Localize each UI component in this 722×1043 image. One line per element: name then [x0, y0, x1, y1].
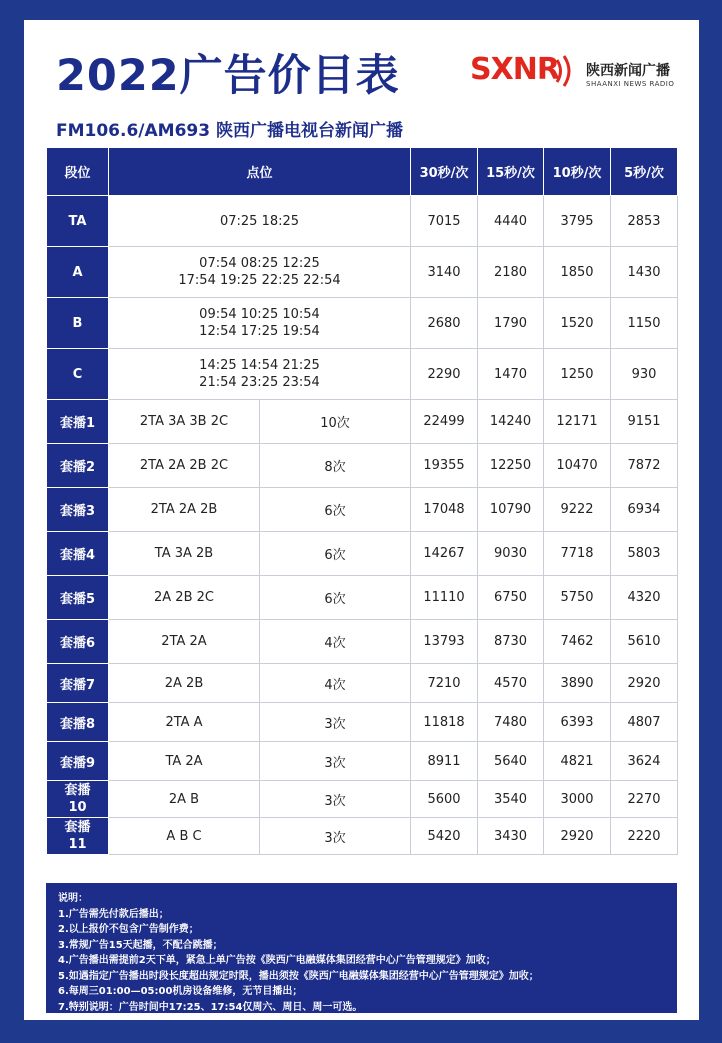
price-15s: 3540 — [478, 781, 544, 818]
price-10s: 12171 — [544, 400, 611, 444]
price-30s: 22499 — [411, 400, 478, 444]
note-item: 5.如遇指定广告播出时段长度超出规定时限，播出须按《陕西广电融媒体集团经营中心广告管理规定》加收； — [58, 970, 539, 982]
combo-cell: 2A 2B — [109, 664, 260, 703]
price-5s: 7872 — [611, 444, 678, 488]
count-cell: 4次 — [260, 620, 411, 664]
price-5s: 6934 — [611, 488, 678, 532]
price-30s: 5420 — [411, 818, 478, 855]
count-cell: 3次 — [260, 703, 411, 742]
combo-cell: 2TA 2A — [109, 620, 260, 664]
segment-line: 10 — [68, 800, 87, 815]
table-row — [47, 349, 678, 400]
slot-cell — [109, 196, 411, 247]
price-10s: 4821 — [544, 742, 611, 781]
price-30s: 11110 — [411, 576, 478, 620]
price-10s: 1850 — [544, 247, 611, 298]
combo-cell: 2TA 2A 2B — [109, 488, 260, 532]
combo-cell: 2TA 2A 2B 2C — [109, 444, 260, 488]
slot-line: 12:54 17:25 19:54 — [199, 324, 320, 339]
price-5s: 4320 — [611, 576, 678, 620]
price-30s: 17048 — [411, 488, 478, 532]
count-cell: 10次 — [260, 400, 411, 444]
price-table — [46, 147, 678, 855]
table-row — [47, 196, 678, 247]
price-10s: 6393 — [544, 703, 611, 742]
segment-cell: 套播6 — [47, 620, 109, 664]
price-15s: 4570 — [478, 664, 544, 703]
price-5s: 1430 — [611, 247, 678, 298]
price-15s: 10790 — [478, 488, 544, 532]
table-row — [47, 488, 678, 532]
price-10s: 7718 — [544, 532, 611, 576]
price-10s: 7462 — [544, 620, 611, 664]
segment-cell: 套播5 — [47, 576, 109, 620]
price-10s: 2920 — [544, 818, 611, 855]
note-item: 2.以上报价不包含广告制作费； — [58, 924, 199, 935]
segment-cell: B — [47, 298, 109, 349]
price-10s: 3000 — [544, 781, 611, 818]
segment-line: 套播 — [64, 783, 91, 798]
combo-cell: A B C — [109, 818, 260, 855]
price-30s: 13793 — [411, 620, 478, 664]
page-title: 2022广告价目表 — [56, 51, 400, 101]
price-30s: 2290 — [411, 349, 478, 400]
radio-waves-icon — [554, 54, 576, 88]
combo-cell: TA 2A — [109, 742, 260, 781]
table-row — [47, 576, 678, 620]
table-row — [47, 742, 678, 781]
price-5s: 2220 — [611, 818, 678, 855]
header-segment: 段位 — [47, 148, 109, 196]
price-30s: 19355 — [411, 444, 478, 488]
price-5s: 2853 — [611, 196, 678, 247]
segment-cell: A — [47, 247, 109, 298]
combo-cell: 2TA A — [109, 703, 260, 742]
count-cell: 3次 — [260, 818, 411, 855]
table-row — [47, 664, 678, 703]
price-5s: 3624 — [611, 742, 678, 781]
price-10s: 5750 — [544, 576, 611, 620]
note-item: 1.广告需先付款后播出； — [58, 908, 169, 920]
price-5s: 4807 — [611, 703, 678, 742]
price-15s: 9030 — [478, 532, 544, 576]
price-5s: 2270 — [611, 781, 678, 818]
segment-cell: 套播8 — [47, 703, 109, 742]
table-row — [47, 400, 678, 444]
segment-cell: TA — [47, 196, 109, 247]
note-item: 3.常规广告15天起播，不配合跳播； — [58, 939, 223, 951]
table-row — [47, 818, 678, 855]
header-10s: 10秒/次 — [544, 148, 611, 196]
price-15s: 4440 — [478, 196, 544, 247]
slot-cell — [109, 349, 411, 400]
page-subtitle: FM106.6/AM693 陕西广播电视台新闻广播 — [56, 121, 403, 141]
logo-chinese-name: 陕西新闻广播 — [586, 63, 670, 79]
price-30s: 7015 — [411, 196, 478, 247]
price-15s: 12250 — [478, 444, 544, 488]
slot-line: 07:54 08:25 12:25 — [199, 256, 320, 271]
header-5s: 5秒/次 — [611, 148, 678, 196]
header-slot: 点位 — [109, 148, 411, 196]
note-item: 6.每周三01:00—05:00机房设备维修，无节目播出； — [58, 986, 303, 997]
combo-cell: 2A B — [109, 781, 260, 818]
price-10s: 9222 — [544, 488, 611, 532]
combo-cell: 2A 2B 2C — [109, 576, 260, 620]
price-30s: 7210 — [411, 664, 478, 703]
slot-cell — [109, 247, 411, 298]
segment-cell: 套播7 — [47, 664, 109, 703]
slot-line: 07:25 18:25 — [219, 213, 300, 229]
segment-cell: C — [47, 349, 109, 400]
station-logo — [470, 52, 690, 102]
table-row — [47, 247, 678, 298]
price-15s: 5640 — [478, 742, 544, 781]
price-15s: 3430 — [478, 818, 544, 855]
note-item: 4.广告播出需提前2天下单，紧急上单广告按《陕西广电融媒体集团经营中心广告管理规定》加收； — [58, 955, 496, 966]
price-30s: 11818 — [411, 703, 478, 742]
price-15s: 7480 — [478, 703, 544, 742]
count-cell: 6次 — [260, 488, 411, 532]
count-cell: 8次 — [260, 444, 411, 488]
slot-line: 17:54 19:25 22:25 22:54 — [178, 273, 341, 288]
price-10s: 1520 — [544, 298, 611, 349]
price-5s: 5803 — [611, 532, 678, 576]
combo-cell: 2TA 3A 3B 2C — [109, 400, 260, 444]
segment-line: 套播 — [64, 820, 91, 835]
table-row — [47, 620, 678, 664]
price-15s: 1470 — [478, 349, 544, 400]
count-cell: 4次 — [260, 664, 411, 703]
segment-cell — [47, 781, 109, 818]
count-cell: 3次 — [260, 781, 411, 818]
price-15s: 8730 — [478, 620, 544, 664]
note-item: 7.特别说明：广告时间中17:25、17:54仅周六、周日、周一可选。 — [58, 1001, 363, 1013]
price-30s: 2680 — [411, 298, 478, 349]
price-5s: 930 — [611, 349, 678, 400]
segment-cell: 套播4 — [47, 532, 109, 576]
price-5s: 9151 — [611, 400, 678, 444]
notes-heading: 说明： — [58, 893, 88, 904]
slot-cell — [109, 298, 411, 349]
price-5s: 5610 — [611, 620, 678, 664]
notes-panel — [46, 883, 677, 1013]
table-row — [47, 444, 678, 488]
count-cell: 3次 — [260, 742, 411, 781]
table-header-row — [47, 148, 678, 196]
slot-line: 14:25 14:54 21:25 — [199, 358, 320, 373]
logo-mark: SXNR — [470, 52, 559, 87]
table-row — [47, 781, 678, 818]
combo-cell: TA 3A 2B — [109, 532, 260, 576]
price-5s: 2920 — [611, 664, 678, 703]
segment-cell: 套播2 — [47, 444, 109, 488]
price-30s: 3140 — [411, 247, 478, 298]
price-30s: 8911 — [411, 742, 478, 781]
slot-line: 21:54 23:25 23:54 — [199, 375, 320, 390]
price-10s: 10470 — [544, 444, 611, 488]
price-15s: 2180 — [478, 247, 544, 298]
logo-english-name: SHAANXI NEWS RADIO — [586, 80, 675, 88]
header-15s: 15秒/次 — [478, 148, 544, 196]
table-row — [47, 298, 678, 349]
slot-line: 09:54 10:25 10:54 — [199, 307, 320, 322]
segment-cell: 套播3 — [47, 488, 109, 532]
count-cell: 6次 — [260, 576, 411, 620]
price-10s: 3890 — [544, 664, 611, 703]
price-10s: 3795 — [544, 196, 611, 247]
table-row — [47, 703, 678, 742]
segment-cell: 套播1 — [47, 400, 109, 444]
segment-cell — [47, 818, 109, 855]
header-30s: 30秒/次 — [411, 148, 478, 196]
segment-line: 11 — [68, 837, 87, 852]
price-30s: 14267 — [411, 532, 478, 576]
price-15s: 14240 — [478, 400, 544, 444]
price-10s: 1250 — [544, 349, 611, 400]
price-30s: 5600 — [411, 781, 478, 818]
price-15s: 6750 — [478, 576, 544, 620]
price-15s: 1790 — [478, 298, 544, 349]
count-cell: 6次 — [260, 532, 411, 576]
segment-cell: 套播9 — [47, 742, 109, 781]
price-5s: 1150 — [611, 298, 678, 349]
table-row — [47, 532, 678, 576]
rate-card — [24, 20, 699, 1020]
